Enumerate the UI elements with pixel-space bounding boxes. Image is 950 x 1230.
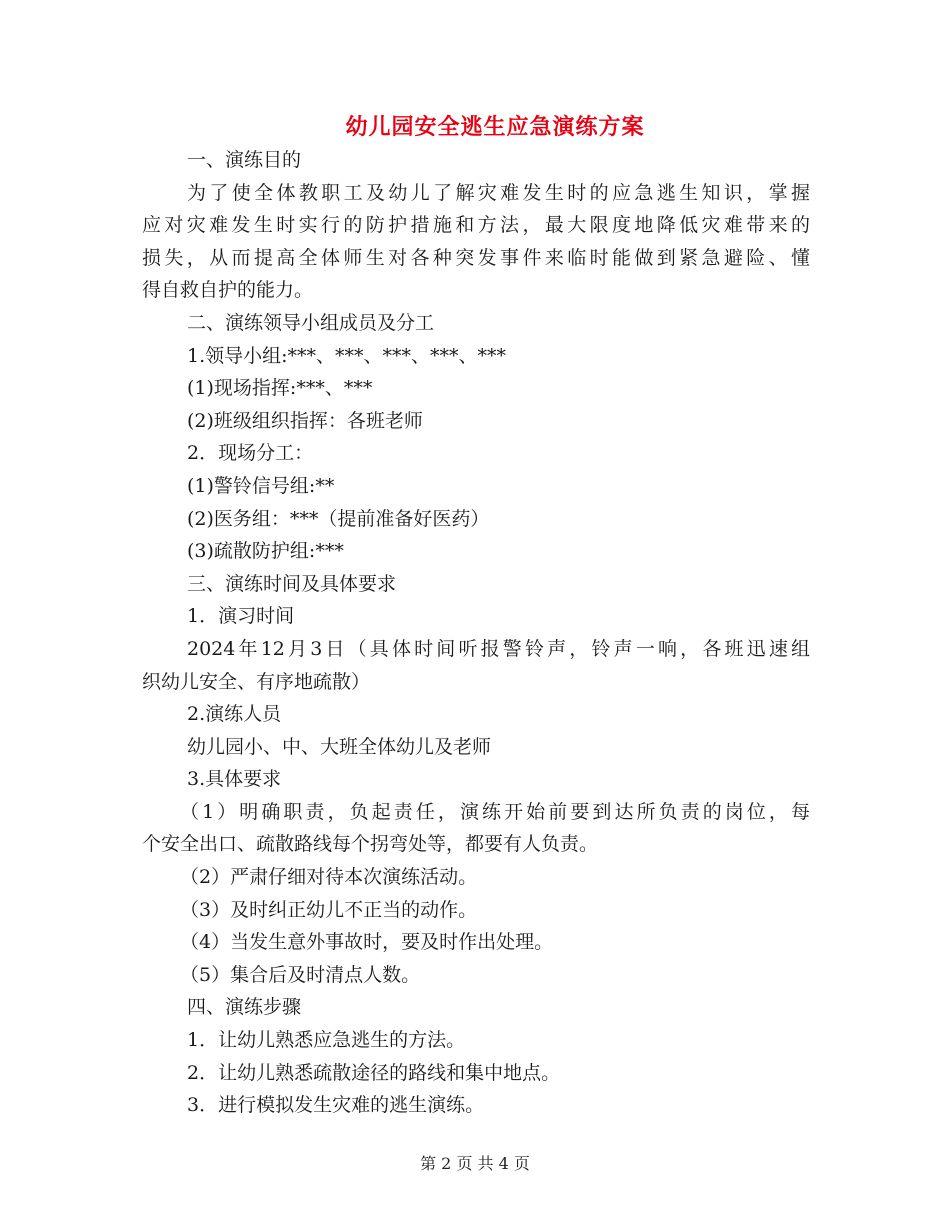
section-heading: 二、演练领导小组成员及分工 [187,311,435,334]
paragraph-line: 2024年12月3日（具体时间听报警铃声，铃声一响，各班迅速组 [187,637,810,660]
list-item: (2)班级组织指挥：各班老师 [187,409,423,432]
list-item: 3.具体要求 [187,768,282,791]
list-item: （4）当发生意外事故时，要及时作出处理。 [180,931,554,954]
paragraph-line: 应对灾难发生时实行的防护措施和方法，最大限度地降低灾难带来的 [142,214,810,237]
list-item: （1）明确职责，负起责任，演练开始前要到达所负责的岗位，每 [180,800,810,823]
paragraph-line: 损失，从而提高全体师生对各种突发事件来临时能做到紧急避险、懂 [142,246,810,269]
list-item: （3）及时纠正幼儿不正当的动作。 [180,898,478,921]
list-item: 1．演习时间 [187,605,295,628]
paragraph-line: 幼儿园小、中、大班全体幼儿及老师 [187,735,492,758]
list-item: (1)警铃信号组:** [187,474,335,497]
paragraph-line: 为了使全体教职工及幼儿了解灾难发生时的应急逃生知识，掌握 [187,181,810,204]
document-body [142,144,810,1122]
list-item: 1．让幼儿熟悉应急逃生的方法。 [187,1029,466,1052]
list-item: 2．让幼儿熟悉疏散途径的路线和集中地点。 [187,1061,561,1084]
list-item: 2.演练人员 [187,703,282,726]
list-item: (3)疏散防护组:*** [187,540,344,563]
section-heading: 四、演练步骤 [187,996,302,1019]
page-number-footer: 第 2 页 共 4 页 [420,1154,530,1173]
paragraph-line: 个安全出口、疏散路线每个拐弯处等，都要有人负责。 [142,833,599,856]
section-heading: 一、演练目的 [187,149,302,171]
document-title: 幼儿园安全逃生应急演练方案 [345,114,645,140]
list-item: (1)现场指挥:***、*** [187,377,373,400]
list-item: 2．现场分工： [187,442,314,465]
section-heading: 三、演练时间及具体要求 [187,572,397,595]
list-item: 1.领导小组:***、***、***、***、*** [187,344,507,367]
list-item: 3．进行模拟发生灾难的逃生演练。 [187,1094,485,1117]
paragraph-line: 织幼儿安全、有序地疏散） [142,670,371,693]
paragraph-line: 得自救自护的能力。 [142,279,314,302]
list-item: （5）集合后及时清点人数。 [180,963,421,986]
list-item: （2）严肃仔细对待本次演练活动。 [180,866,478,889]
list-item: (2)医务组：***（提前准备好医药） [187,507,490,530]
